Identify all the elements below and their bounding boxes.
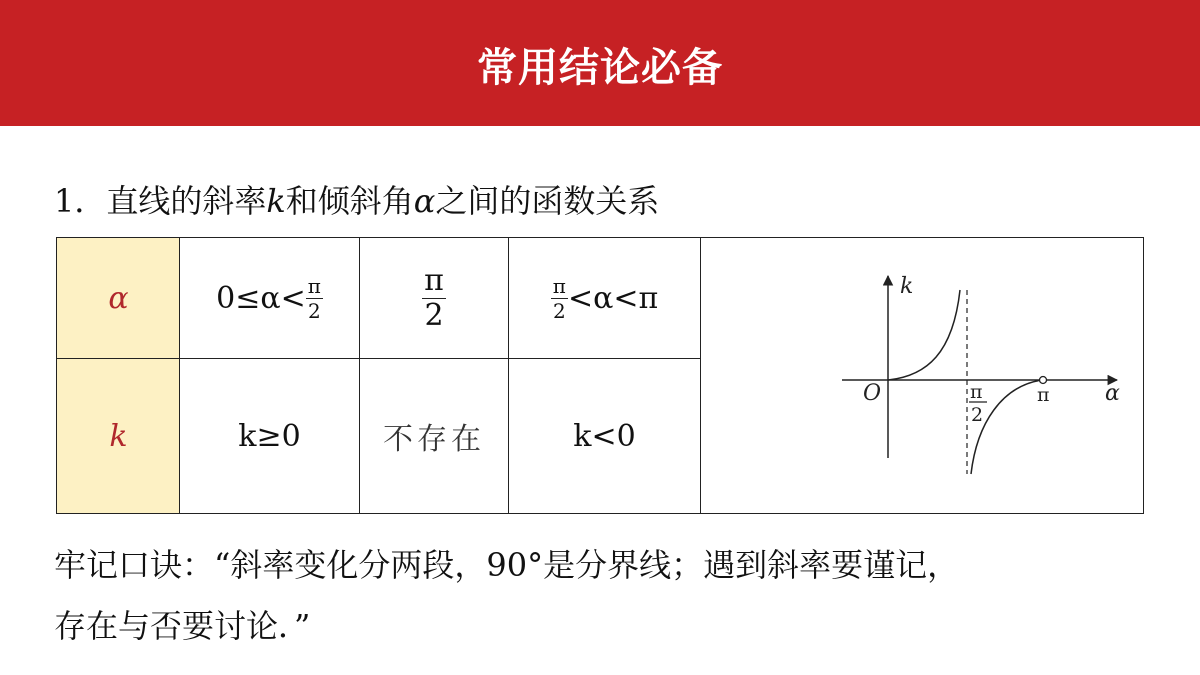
alpha-range-text: 0≤α< [216,281,306,316]
section-heading [54,176,659,222]
heading-k-symbol: k [266,182,286,220]
mnemonic-line-1: 牢记口诀：“斜率变化分两段，90°是分界线；遇到斜率要谨记， [54,546,960,584]
x-axis-label: α [1105,381,1120,406]
heading-prefix: 1．直线的斜率 [54,182,267,220]
fraction-denominator: 2 [424,298,444,333]
k-undefined: 不存在 [383,422,485,457]
heading-alpha-symbol: α [413,182,436,220]
origin-label: O [863,381,882,406]
alpha-right-angle [360,238,508,359]
row-header-alpha: α [57,238,180,359]
heading-suffix: 之间的函数关系 [435,182,660,220]
pi-over-2-fraction [551,276,568,321]
pi-label: π [1037,384,1050,406]
k-nonneg: k≥0 [238,418,301,454]
alpha-range-nonneg [180,238,359,359]
fraction-denominator: 2 [307,299,321,323]
grid-line [700,238,701,513]
fraction-numerator: π [552,274,566,298]
open-point-pi [1040,377,1047,384]
fraction-numerator: π [424,263,444,298]
fraction-numerator: π [307,274,321,298]
k-negative: k<0 [573,418,636,454]
row-header-k: k [57,359,180,513]
alpha-range-text: <α<π [567,281,659,316]
pi-over-2-fraction [422,263,446,333]
mnemonic-line-2: 存在与否要讨论．” [54,607,311,645]
curve-positive-branch [888,290,960,380]
heading-mid: 和倾斜角 [285,182,414,220]
pi-half-denominator: 2 [971,404,984,426]
alpha-range-obtuse [509,238,700,359]
title-banner [0,0,1200,126]
slide-title: 常用结论必备 [477,45,723,91]
pi-half-numerator: π [970,381,983,403]
slope-angle-table [56,237,1144,514]
pi-over-2-fraction [306,276,323,321]
slope-function-graph [757,238,1143,513]
fraction-denominator: 2 [553,299,566,323]
y-axis-label: k [900,274,914,299]
